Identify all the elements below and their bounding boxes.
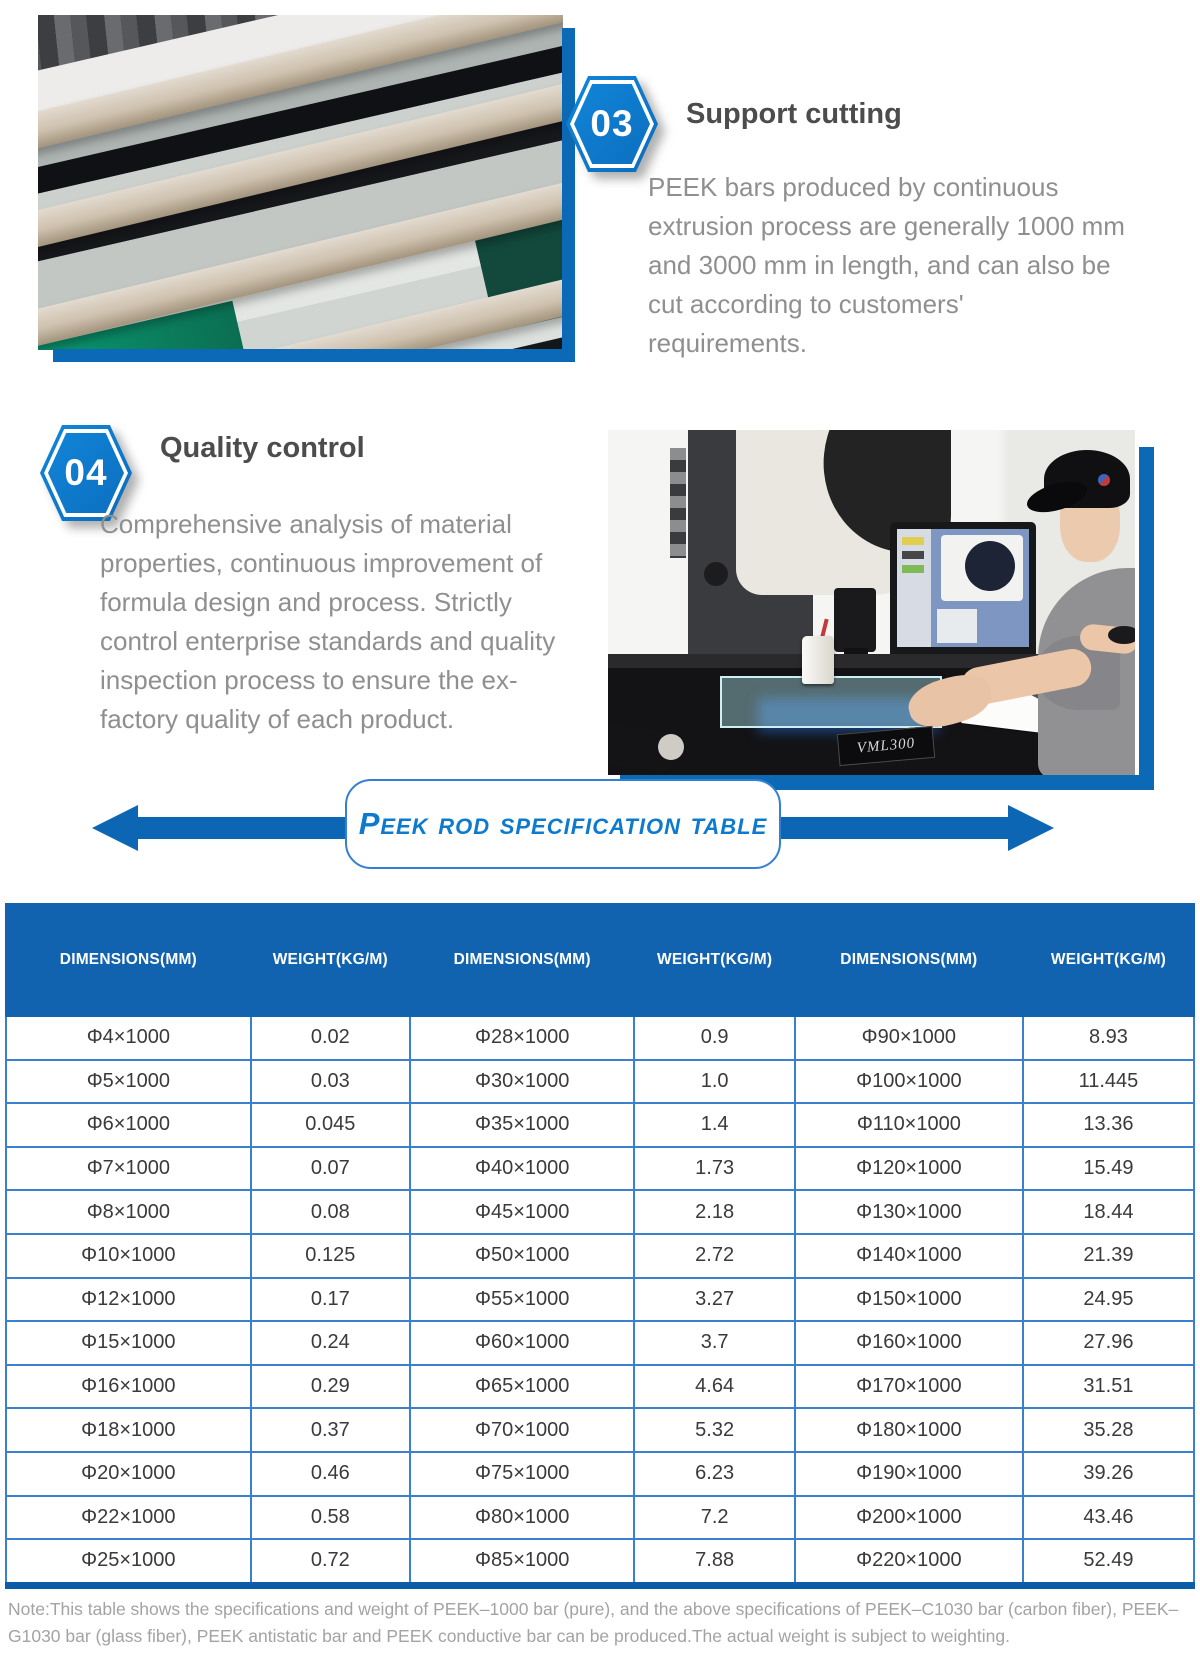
table-row <box>6 1016 1194 1060</box>
weight-cell: 4.64 <box>634 1365 794 1409</box>
step3-title: Support cutting <box>686 98 902 130</box>
weight-cell: 21.39 <box>1023 1234 1194 1278</box>
step4-description: Comprehensive analysis of material properties, continuous improvement of formula design and process. Strictly control enterprise standards and quality inspection process to ensure the ex-factory quality of each product. <box>100 509 556 734</box>
dimension-cell: Φ160×1000 <box>795 1321 1023 1365</box>
dimension-cell: Φ65×1000 <box>410 1365 635 1409</box>
table-row <box>6 1321 1194 1365</box>
quality-inspection-photo <box>608 430 1135 775</box>
dimension-cell: Φ8×1000 <box>6 1190 251 1234</box>
dimension-cell: Φ7×1000 <box>6 1147 251 1191</box>
dimension-cell: Φ170×1000 <box>795 1365 1023 1409</box>
weight-cell: 3.7 <box>634 1321 794 1365</box>
step4-title: Quality control <box>160 432 365 464</box>
weight-cell: 7.88 <box>634 1539 794 1585</box>
dimension-cell: Φ4×1000 <box>6 1016 251 1060</box>
weight-header-cell: WEIGHT(KG/M) <box>1023 904 1194 1016</box>
table-row <box>6 1539 1194 1585</box>
dimension-cell: Φ220×1000 <box>795 1539 1023 1585</box>
weight-cell: 0.07 <box>251 1147 410 1191</box>
weight-cell: 0.08 <box>251 1190 410 1234</box>
mouse-graphic <box>1108 626 1135 644</box>
dimension-cell: Φ15×1000 <box>6 1321 251 1365</box>
dimension-cell: Φ20×1000 <box>6 1452 251 1496</box>
table-row <box>6 1278 1194 1322</box>
weight-cell: 0.37 <box>251 1408 410 1452</box>
weight-cell: 0.03 <box>251 1060 410 1104</box>
weight-cell: 0.46 <box>251 1452 410 1496</box>
weight-cell: 3.27 <box>634 1278 794 1322</box>
step4-number: 04 <box>64 452 108 493</box>
camera-lens-graphic <box>834 588 876 652</box>
spec-table <box>5 903 1195 1589</box>
dimension-cell: Φ25×1000 <box>6 1539 251 1585</box>
dimension-cell: Φ45×1000 <box>410 1190 635 1234</box>
weight-cell: 5.32 <box>634 1408 794 1452</box>
weight-cell: 0.17 <box>251 1278 410 1322</box>
weight-cell: 52.49 <box>1023 1539 1194 1585</box>
dimension-cell: Φ110×1000 <box>795 1103 1023 1147</box>
weight-cell: 39.26 <box>1023 1452 1194 1496</box>
dimension-cell: Φ5×1000 <box>6 1060 251 1104</box>
weight-cell: 0.9 <box>634 1016 794 1060</box>
table-row <box>6 1103 1194 1147</box>
photo2-accent-bar-right <box>1139 447 1154 790</box>
dimension-cell: Φ150×1000 <box>795 1278 1023 1322</box>
weight-cell: 2.72 <box>634 1234 794 1278</box>
weight-cell: 11.445 <box>1023 1060 1194 1104</box>
dimension-cell: Φ180×1000 <box>795 1408 1023 1452</box>
spec-table-banner <box>345 779 781 869</box>
dimension-cell: Φ55×1000 <box>410 1278 635 1322</box>
table-row <box>6 1452 1194 1496</box>
dimension-cell: Φ22×1000 <box>6 1496 251 1540</box>
rods-production-photo <box>38 15 563 350</box>
dimension-cell: Φ60×1000 <box>410 1321 635 1365</box>
dimension-cell: Φ70×1000 <box>410 1408 635 1452</box>
dimension-cell: Φ100×1000 <box>795 1060 1023 1104</box>
dimensions-header-cell: DIMENSIONS(MM) <box>6 904 251 1016</box>
dimension-cell: Φ90×1000 <box>795 1016 1023 1060</box>
dimensions-header-cell: DIMENSIONS(MM) <box>795 904 1023 1016</box>
weight-cell: 24.95 <box>1023 1278 1194 1322</box>
step3-number: 03 <box>590 103 634 144</box>
table-row <box>6 1060 1194 1104</box>
banner-arrow-right-icon <box>1008 805 1054 851</box>
table-row <box>6 1147 1194 1191</box>
weight-cell: 1.73 <box>634 1147 794 1191</box>
weight-cell: 35.28 <box>1023 1408 1194 1452</box>
dimension-cell: Φ30×1000 <box>410 1060 635 1104</box>
step3-description: PEEK bars produced by continuous extrusion process are generally 1000 mm and 3000 mm in length, and can also be cut according to customers' requirements. <box>648 172 1125 358</box>
spec-table-header-row <box>6 904 1194 1016</box>
spec-table-body <box>6 1016 1194 1585</box>
table-note: Note:This table shows the specifications and weight of PEEK–1000 bar (pure), and the above specifications of PEEK–C1030 bar (carbon fiber), PEEK–G1030 bar (glass fiber), PEEK antistatic bar and PEEK conductive bar can be produced.The actual weight is subject to weighting. <box>8 1599 1179 1646</box>
weight-cell: 6.23 <box>634 1452 794 1496</box>
machine-model-label: VML300 <box>837 726 935 766</box>
weight-cell: 18.44 <box>1023 1190 1194 1234</box>
dimension-cell: Φ40×1000 <box>410 1147 635 1191</box>
dimension-cell: Φ120×1000 <box>795 1147 1023 1191</box>
dimension-cell: Φ140×1000 <box>795 1234 1023 1278</box>
dimension-cell: Φ75×1000 <box>410 1452 635 1496</box>
table-row <box>6 1408 1194 1452</box>
weight-cell: 0.72 <box>251 1539 410 1585</box>
weight-cell: 31.51 <box>1023 1365 1194 1409</box>
dimension-cell: Φ18×1000 <box>6 1408 251 1452</box>
weight-cell: 43.46 <box>1023 1496 1194 1540</box>
dimension-cell: Φ85×1000 <box>410 1539 635 1585</box>
weight-cell: 7.2 <box>634 1496 794 1540</box>
weight-cell: 0.045 <box>251 1103 410 1147</box>
weight-cell: 15.49 <box>1023 1147 1194 1191</box>
weight-cell: 1.4 <box>634 1103 794 1147</box>
weight-cell: 27.96 <box>1023 1321 1194 1365</box>
weight-header-cell: WEIGHT(KG/M) <box>634 904 794 1016</box>
dimension-cell: Φ28×1000 <box>410 1016 635 1060</box>
banner-label: Peek rod specification table <box>358 806 768 841</box>
table-row <box>6 1190 1194 1234</box>
photo1-accent-bar-bottom <box>53 349 575 362</box>
weight-cell: 0.02 <box>251 1016 410 1060</box>
dimension-cell: Φ50×1000 <box>410 1234 635 1278</box>
weight-cell: 0.24 <box>251 1321 410 1365</box>
weight-cell: 1.0 <box>634 1060 794 1104</box>
table-row <box>6 1365 1194 1409</box>
dimension-cell: Φ6×1000 <box>6 1103 251 1147</box>
dimension-cell: Φ200×1000 <box>795 1496 1023 1540</box>
table-row <box>6 1234 1194 1278</box>
weight-cell: 8.93 <box>1023 1016 1194 1060</box>
weight-cell: 13.36 <box>1023 1103 1194 1147</box>
weight-header-cell: WEIGHT(KG/M) <box>251 904 410 1016</box>
weight-cell: 2.18 <box>634 1190 794 1234</box>
monitor-graphic <box>890 522 1036 668</box>
peek-rods-graphic <box>38 15 563 350</box>
dimension-cell: Φ35×1000 <box>410 1103 635 1147</box>
dimension-cell: Φ190×1000 <box>795 1452 1023 1496</box>
table-row <box>6 1496 1194 1540</box>
weight-cell: 0.125 <box>251 1234 410 1278</box>
weight-cell: 0.58 <box>251 1496 410 1540</box>
dimension-cell: Φ10×1000 <box>6 1234 251 1278</box>
dimension-cell: Φ12×1000 <box>6 1278 251 1322</box>
dimensions-header-cell: DIMENSIONS(MM) <box>410 904 635 1016</box>
step3-badge <box>566 76 658 172</box>
weight-cell: 0.29 <box>251 1365 410 1409</box>
dimension-cell: Φ130×1000 <box>795 1190 1023 1234</box>
dimension-cell: Φ80×1000 <box>410 1496 635 1540</box>
dimension-cell: Φ16×1000 <box>6 1365 251 1409</box>
sample-part-graphic <box>802 636 834 684</box>
